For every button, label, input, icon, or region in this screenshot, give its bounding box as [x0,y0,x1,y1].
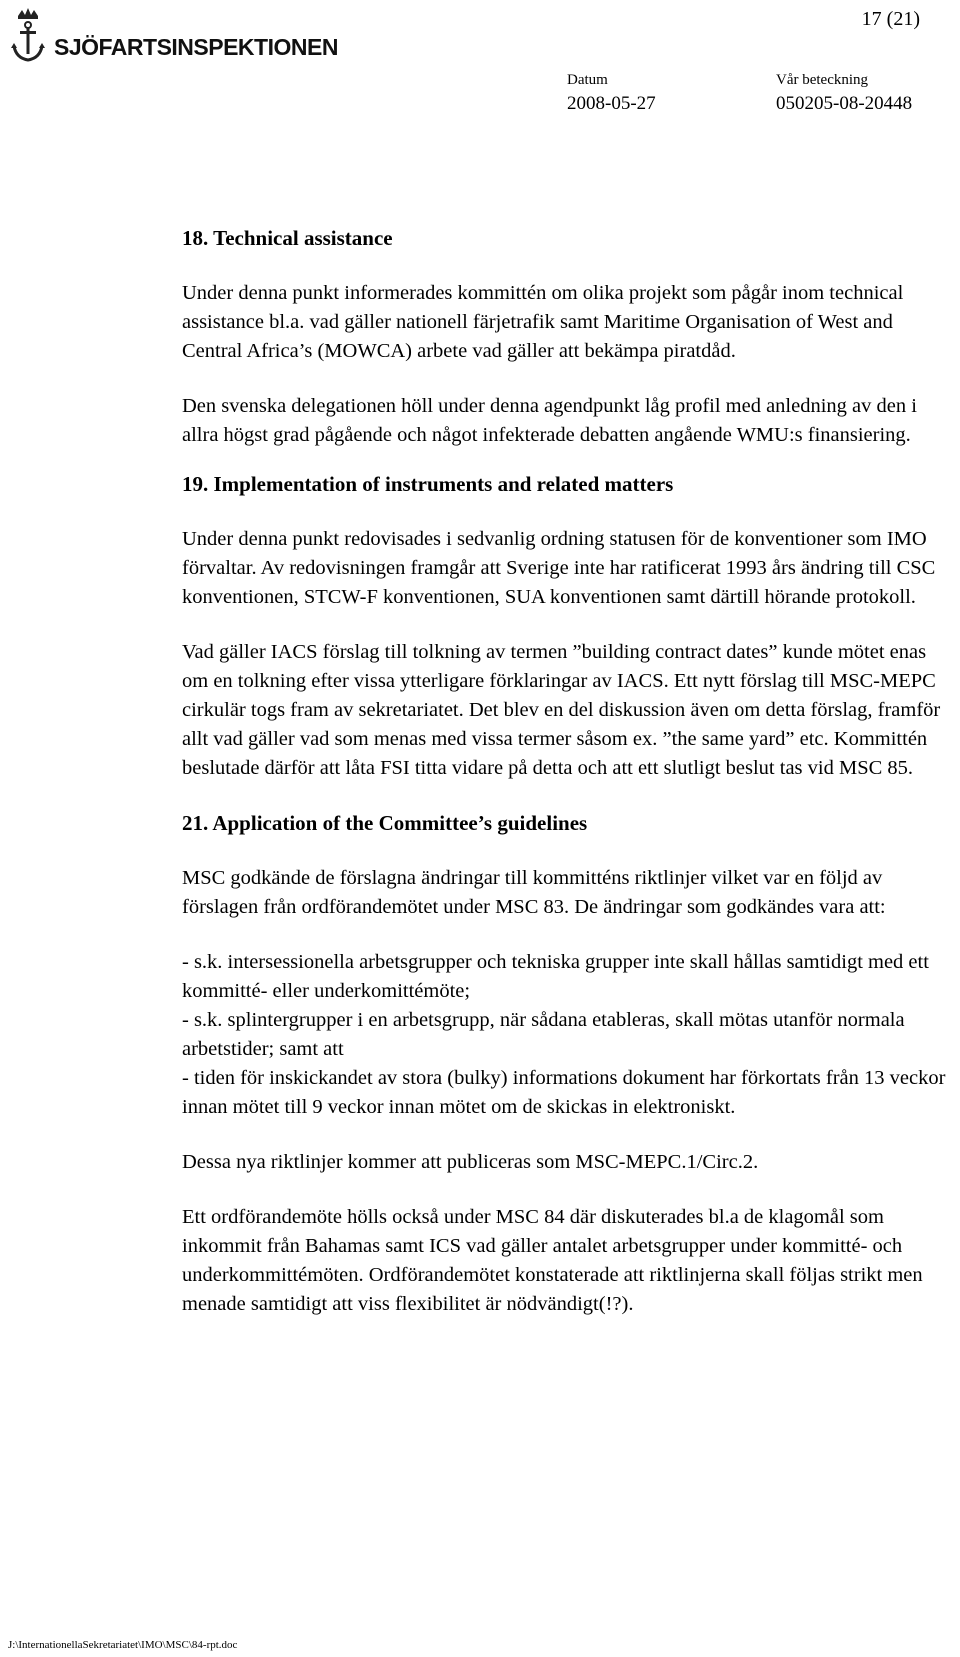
page-number: 17 (21) [861,8,920,30]
date-value: 2008-05-27 [567,93,656,114]
document-body [182,224,952,1319]
reference-value: 050205-08-20448 [776,93,913,114]
agency-logo [8,6,338,68]
section-18-heading: 18. Technical assistance [182,226,393,250]
date-label: Datum [567,72,608,88]
section-19-paragraph-2: Vad gäller IACS förslag till tolkning av termen ”building contract dates” kunde mötet enas om en tolkning efter vissa ytterligare förklaringar av IACS. Ett nytt förslag till MSC-MEPC cirkulär togs fram av sekretariatet. Det blev en del diskussion även om detta förslag, framför allt vad gäller vad som menas med vissa termer såsom ex. ”the same yard” etc. Kommittén beslutade därför att låta FSI titta vidare på detta och att ett slutligt beslut tas vid MSC 85. [182,641,941,779]
reference-label: Vår beteckning [776,72,869,88]
list-item: - s.k. splintergrupper i en arbetsgrupp, när sådana etableras, skall mötas utanför normala arbetstider; samt att [182,1009,905,1060]
list-item: - tiden för inskickandet av stora (bulky) informations dokument har förkortats från 13 veckor innan mötet till 9 veckor innan mötet om de skickas in elektroniskt. [182,1067,946,1118]
crown-anchor-icon [8,6,48,66]
section-18-paragraph-1: Under denna punkt informerades kommittén om olika projekt som pågår inom technical assistance bl.a. vad gäller nationell färjetrafik samt Maritime Organisation of West and Central Africa’s (MOWCA) arbete vad gäller att bekämpa piratdåd. [182,282,904,362]
list-item: - s.k. intersessionella arbetsgrupper och tekniska grupper inte skall hållas samtidigt med ett kommitté- eller underkomittémöte; [182,951,929,1002]
section-21-paragraph-1: MSC godkände de förslagna ändringar till kommitténs riktlinjer vilket var en följd av förslagen från ordförandemötet under MSC 83. De ändringar som godkändes vara att: [182,867,886,918]
section-18-paragraph-2: Den svenska delegationen höll under denna agendpunkt låg profil med anledning av den i allra högst grad pågående och något infekterade debatten angående WMU:s finansiering. [182,395,917,446]
section-21-heading: 21. Application of the Committee’s guidelines [182,811,588,835]
section-19-paragraph-1: Under denna punkt redovisades i sedvanlig ordning statusen för de konventioner som IMO förvaltar. Av redovisningen framgår att Sverige inte har ratificerat 1993 års ändring till CSC konventionen, STCW-F konventionen, SUA konventionen samt därtill hörande protokoll. [182,528,936,608]
section-19-heading: 19. Implementation of instruments and related matters [182,472,674,496]
logo-wordmark: SJÖFARTSINSPEKTIONEN [54,34,338,60]
section-21-paragraph-2: Dessa nya riktlinjer kommer att publiceras som MSC-MEPC.1/Circ.2. [182,1151,759,1173]
guideline-changes-list [182,948,952,1122]
section-21-paragraph-3: Ett ordförandemöte hölls också under MSC 84 där diskuterades bl.a de klagomål som inkommit från Bahamas samt ICS vad gäller antalet arbetsgrupper under kommitté- och underkommittémöten. Ordförandemötet konstaterade att riktlinjerna skall följas strikt men menade samtidigt att viss flexibilitet är nödvändigt(!?). [182,1206,923,1315]
file-path-footer: J:\InternationellaSekretariatet\IMO\MSC\84-rpt.doc [8,1639,238,1651]
